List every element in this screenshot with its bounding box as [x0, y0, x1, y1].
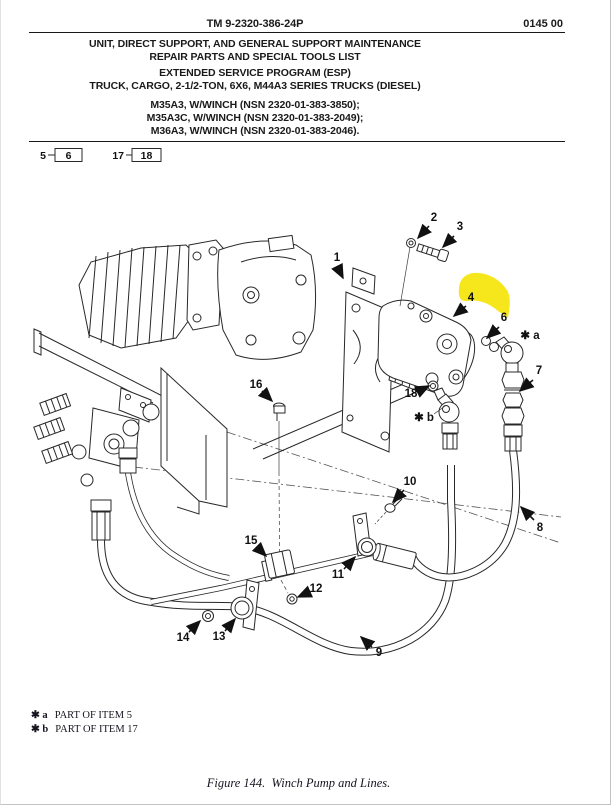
footnote-a: [31, 709, 138, 723]
footnotes: [31, 709, 138, 736]
bolt-10: [375, 497, 402, 524]
work-package-number: 0145 00: [523, 18, 563, 30]
callout-18: [405, 386, 429, 400]
header-line-6: M35A3C, W/WINCH (NSN 2320-01-383-2049);: [146, 112, 364, 124]
header-line-5: M35A3, W/WINCH (NSN 2320-01-383-3850);: [150, 99, 360, 111]
header-line-1: UNIT, DIRECT SUPPORT, AND GENERAL SUPPORT MAINTENANCE: [89, 38, 421, 50]
svg-text:16: 16: [249, 379, 263, 391]
footnote-b-text: PART OF ITEM 17: [55, 723, 138, 735]
item-box-ref: 5: [40, 150, 46, 162]
callout-14: [177, 621, 200, 644]
footnote-b: [31, 723, 138, 737]
svg-text:11: 11: [331, 569, 345, 581]
fitting-6-elbow-a-7: [482, 337, 525, 452]
header-line-7: M36A3, W/WINCH (NSN 2320-01-383-2046).: [150, 125, 360, 137]
engine-assembly: [79, 235, 316, 359]
header-title-block: [1, 38, 509, 138]
clamp-15: [260, 550, 295, 582]
svg-text:8: 8: [536, 522, 544, 534]
item-box-value: 18: [140, 150, 153, 162]
svg-text:15: 15: [244, 535, 258, 547]
hose-8: [412, 450, 516, 577]
svg-text:2: 2: [430, 212, 438, 224]
header-line-2: REPAIR PARTS AND SPECIAL TOOLS LIST: [149, 51, 361, 63]
callout-star-a: [520, 330, 540, 342]
callout-12: [298, 583, 322, 597]
svg-text:12: 12: [309, 583, 323, 595]
tm-number: TM 9-2320-386-24P: [206, 18, 304, 30]
svg-text:7: 7: [535, 365, 543, 377]
svg-text:6: 6: [500, 312, 508, 324]
item-box-value: 6: [65, 150, 72, 162]
frame-crossmember: [161, 368, 227, 507]
parts-diagram: [1, 145, 611, 705]
item-box-5-6: [40, 149, 82, 163]
header-rule-bottom: [29, 141, 565, 142]
svg-text:13: 13: [212, 631, 226, 643]
valve-assembly: [34, 388, 159, 486]
footnote-a-marker: ✱ a: [31, 710, 48, 721]
hose-collar: [119, 448, 137, 458]
footnote-b-marker: ✱ b: [31, 723, 49, 735]
callout-13: [213, 619, 235, 643]
svg-text:9: 9: [375, 647, 383, 659]
mount-bolt-washer: [400, 239, 449, 307]
svg-text:10: 10: [403, 476, 417, 488]
callout-15: [245, 535, 266, 556]
item-box-17-18: [112, 149, 161, 163]
header-line-3: EXTENDED SERVICE PROGRAM (ESP): [159, 67, 351, 79]
callout-8: [521, 507, 544, 534]
svg-text:1: 1: [333, 252, 341, 264]
callout-16: [250, 379, 272, 401]
item-box-ref: 17: [112, 150, 124, 162]
callout-10: [393, 476, 416, 502]
svg-text:✱ a: ✱ a: [520, 330, 540, 342]
callout-1: [334, 252, 343, 278]
svg-text:3: 3: [456, 221, 464, 233]
figure-caption: Figure 144. Winch Pump and Lines.: [206, 776, 391, 790]
callout-6: [487, 312, 507, 338]
header-line-4: TRUCK, CARGO, 2-1/2-TON, 6X6, M44A3 SERIES TRUCKS (DIESEL): [89, 80, 421, 92]
nut-14: [203, 611, 214, 622]
svg-text:14: 14: [176, 632, 190, 644]
callout-2: [418, 212, 437, 238]
header-rule-top: [29, 32, 565, 33]
svg-text:4: 4: [467, 292, 475, 304]
clip-11: [353, 513, 376, 556]
callout-3: [443, 221, 463, 247]
svg-text:18: 18: [404, 388, 418, 400]
svg-text:✱ b: ✱ b: [414, 412, 434, 424]
nut-12: [287, 594, 297, 604]
footnote-a-text: PART OF ITEM 5: [54, 710, 132, 721]
